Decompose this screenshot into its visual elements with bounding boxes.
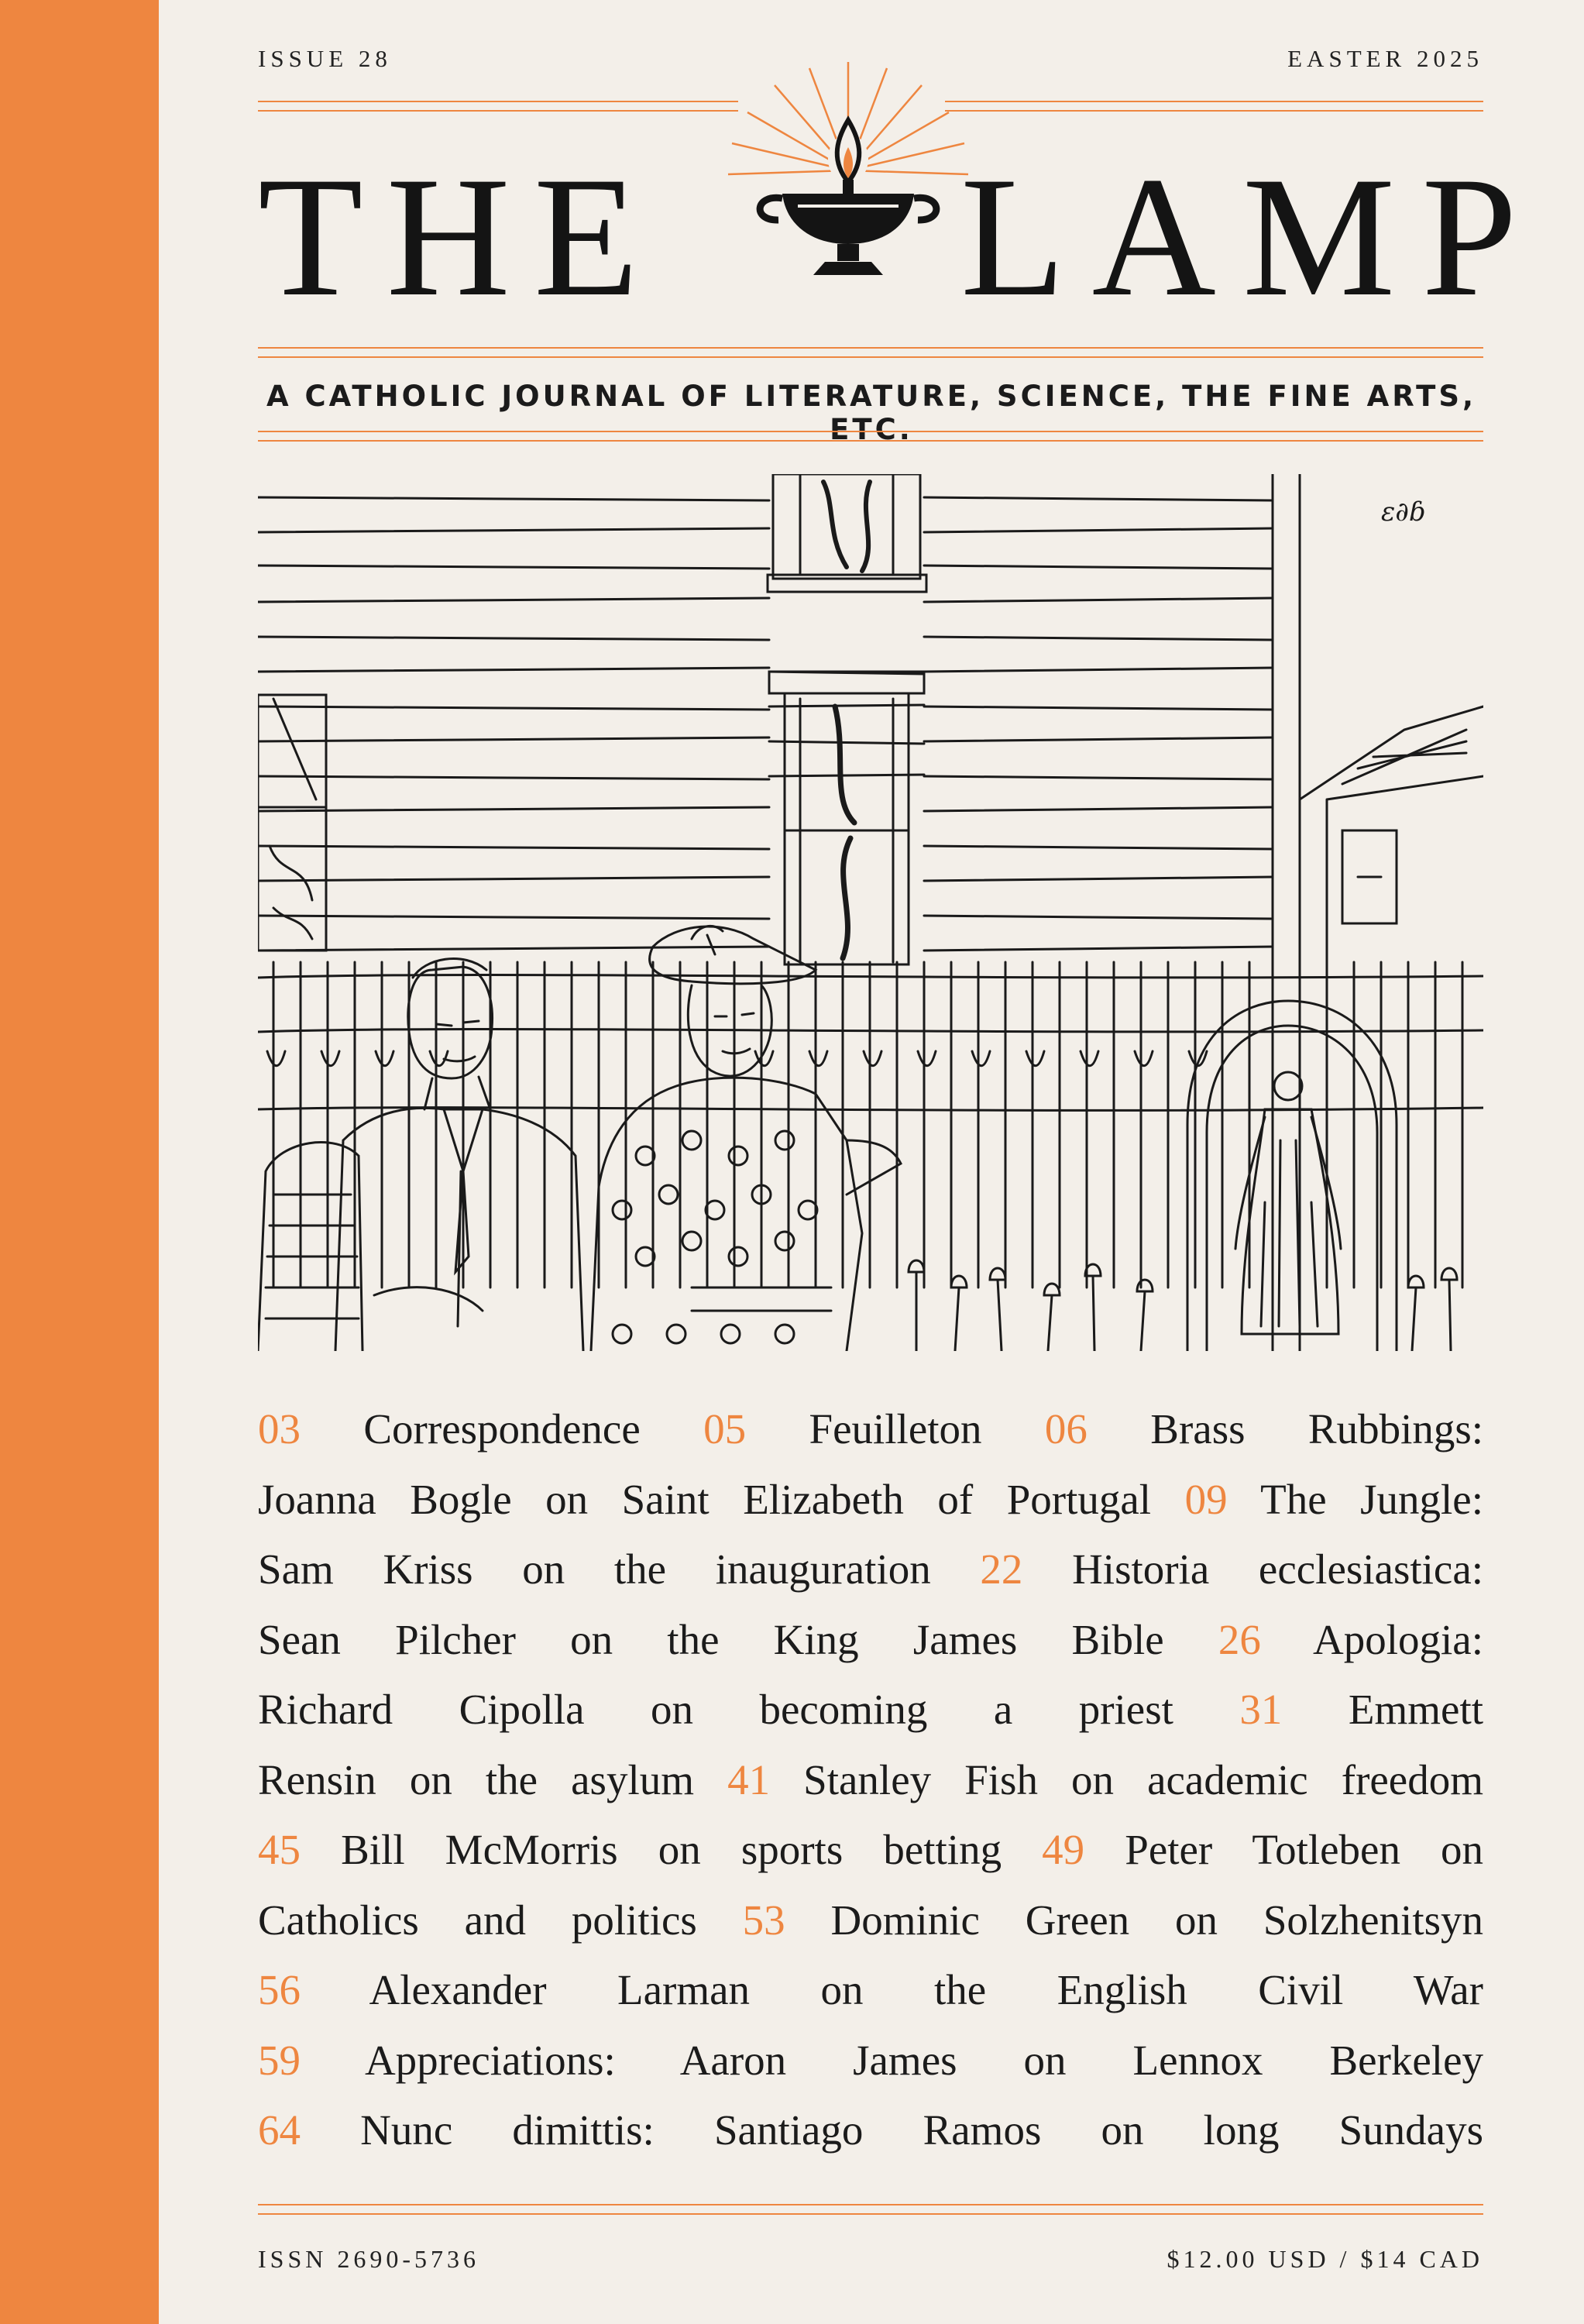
rule-footer-1 [258, 2204, 1483, 2205]
cover-illustration [258, 474, 1483, 1351]
toc-line-5: Richard Cipolla on becoming a priest 31 Emmett [258, 1686, 1484, 1733]
journal-tagline: A CATHOLIC JOURNAL OF LITERATURE, SCIENCE, THE FINE ARTS, ETC. [266, 380, 1477, 446]
magazine-cover [159, 0, 1584, 2324]
svg-text:ɛ∂ɓ: ɛ∂ɓ [1381, 497, 1426, 528]
masthead-lamp: LAMP [960, 142, 1544, 332]
toc-line-7: 45 Bill McMorris on sports betting 49 Peter Totleben on [258, 1826, 1484, 1873]
issue-season: EASTER 2025 [1287, 45, 1483, 72]
toc-line-4: Sean Pilcher on the King James Bible 26 Apologia: [258, 1615, 1484, 1663]
toc-line-2: Joanna Bogle on Saint Elizabeth of Portugal 09 The Jungle: [258, 1475, 1484, 1523]
rule-footer-2 [258, 2213, 1483, 2215]
toc-line-3: Sam Kriss on the inauguration 22 Historia ecclesiastica: [258, 1545, 1484, 1593]
cover-price: $12.00 USD / $14 CAD [1167, 2245, 1483, 2273]
rule-tagline-top-1 [258, 347, 1483, 349]
toc-line-10: 59 Appreciations: Aaron James on Lennox Berkeley [258, 2036, 1483, 2084]
toc-line-6: Rensin on the asylum 41 Stanley Fish on academic freedom [258, 1755, 1483, 1803]
rule-tagline-top-2 [258, 356, 1483, 358]
issue-number: ISSUE 28 [258, 45, 392, 72]
toc-line-9: 56 Alexander Larman on the English Civil War [258, 1966, 1484, 2013]
orange-spine-band [0, 0, 159, 2324]
toc-line-8: Catholics and politics 53 Dominic Green on Solzhenitsyn [258, 1896, 1483, 1944]
rule-tagline-bottom-1 [258, 431, 1483, 432]
toc-line-11: 64 Nunc dimittis: Santiago Ramos on long Sundays [258, 2106, 1483, 2154]
masthead-the: THE [258, 142, 662, 332]
table-of-contents [258, 1394, 1483, 2166]
oil-lamp-icon [655, 46, 1042, 302]
issn-number: ISSN 2690-5736 [258, 2245, 480, 2273]
rule-tagline-bottom-2 [258, 440, 1483, 442]
toc-line-1: 03 Correspondence 05 Feuilleton 06 Brass Rubbings: [258, 1405, 1484, 1452]
